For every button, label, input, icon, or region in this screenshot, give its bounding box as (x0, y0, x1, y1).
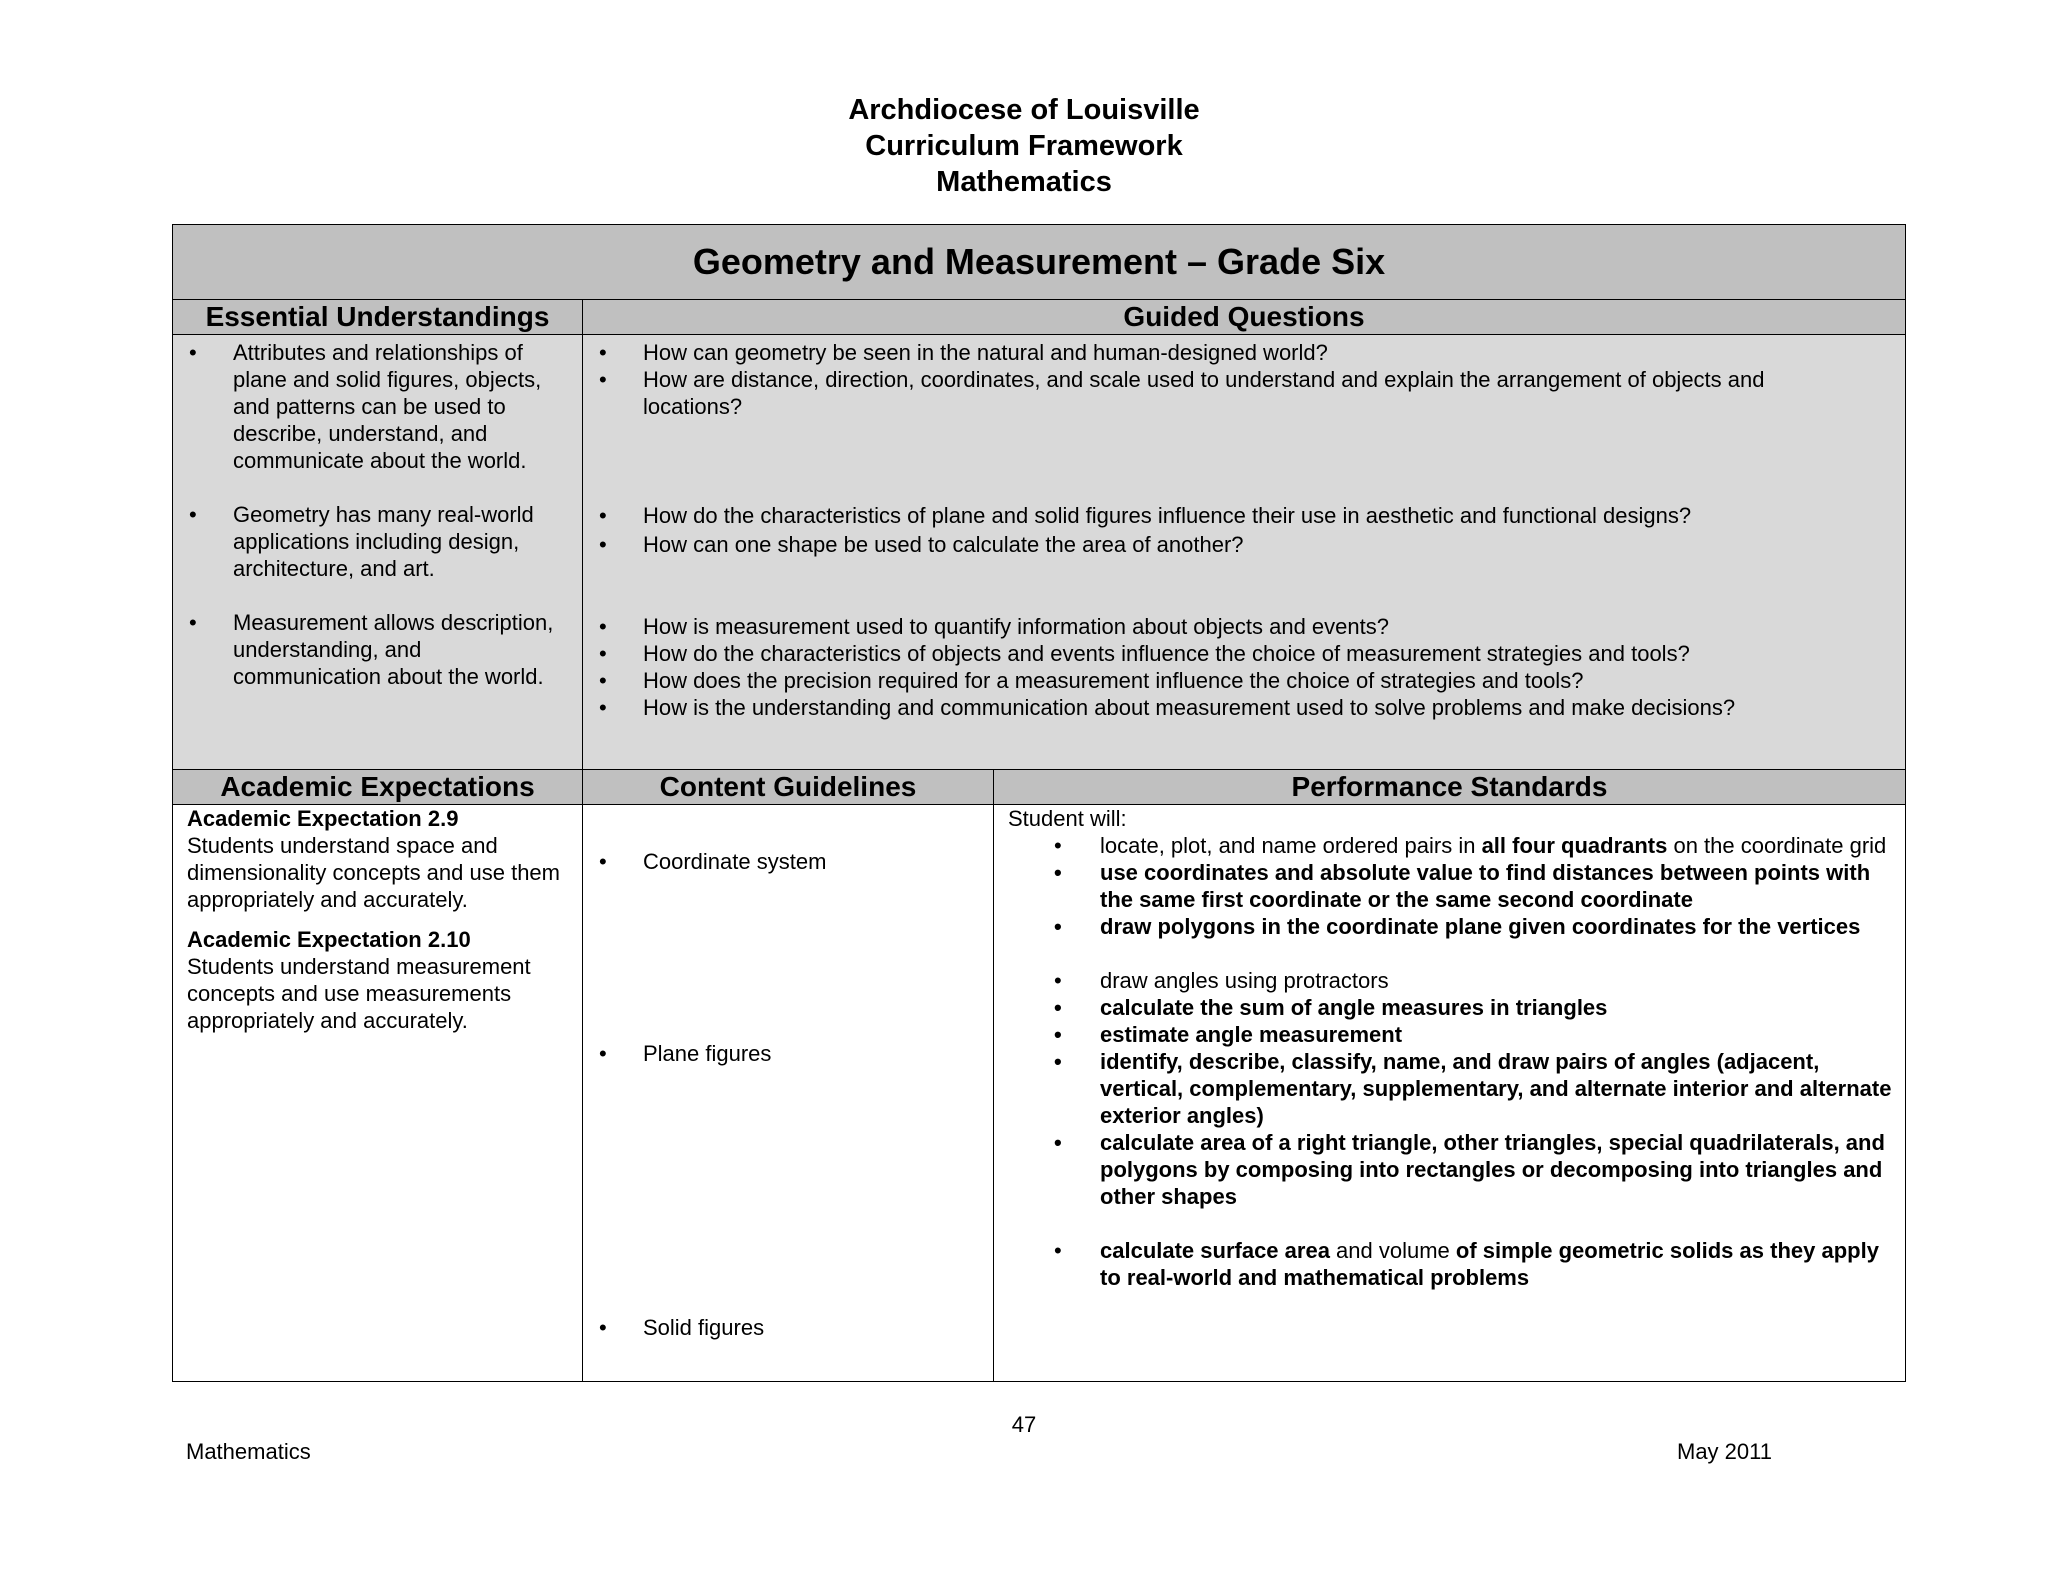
essential-understandings-cell (173, 335, 583, 769)
footer-left: Mathematics (186, 1439, 311, 1464)
list-item: • estimate angle measurement (994, 1021, 1893, 1048)
ae-cg-ps-header-row (173, 770, 1905, 805)
list-item: • identify, describe, classify, name, and draw pairs of angles (adjacent, vertical, complementary, supplementary, and alternate interior and alternate exterior angles) (994, 1048, 1893, 1129)
performance-standards-cell (994, 805, 1905, 1381)
ps-intro: Student will: (1008, 806, 1127, 831)
list-item: • calculate the sum of angle measures in triangles (994, 994, 1893, 1021)
document-header (0, 92, 2048, 200)
ae-title: Academic Expectation 2.10 (187, 927, 471, 952)
list-item: • How do the characteristics of plane and solid figures influence their use in aesthetic and functional designs? (583, 502, 1905, 529)
list-item: • calculate area of a right triangle, other triangles, special quadrilaterals, and polygons by composing into rectangles or decomposing into triangles and other shapes (994, 1129, 1893, 1210)
list-item: • use coordinates and absolute value to find distances between points with the same first coordinate or the same second coordinate (994, 859, 1893, 913)
list-item: • Coordinate system (583, 848, 826, 875)
content-guidelines-cell (583, 805, 994, 1381)
footer-right: May 2011 (1677, 1439, 1772, 1464)
list-item: • How can one shape be used to calculate the area of another? (583, 531, 1905, 558)
eu-gq-body-row (173, 335, 1905, 770)
list-item: • How are distance, direction, coordinates, and scale used to understand and explain the arrangement of objects and locations? (583, 366, 1845, 420)
list-item: • How does the precision required for a measurement influence the choice of strategies and tools? (583, 667, 1905, 694)
list-item: • Attributes and relationships of plane and solid figures, objects, and patterns can be used to describe, understand, and communicate about the world. (173, 339, 582, 474)
ae-text: Students understand measurement concepts and use measurements appropriately and accurately. (187, 954, 531, 1033)
list-item: • Geometry has many real-world applications including design, architecture, and art. (173, 501, 582, 582)
guided-questions-header: Guided Questions (583, 300, 1905, 334)
list-item: • Solid figures (583, 1314, 764, 1341)
header-framework: Curriculum Framework (865, 130, 1183, 162)
ae-text: Students understand space and dimensionality concepts and use them appropriately and accurately. (187, 833, 560, 912)
page-number: 47 (1011, 1412, 1037, 1437)
academic-expectations-header: Academic Expectations (173, 770, 583, 804)
ae-cg-ps-body-row (173, 805, 1905, 1381)
content-guidelines-header: Content Guidelines (583, 770, 994, 804)
academic-expectations-cell (173, 805, 583, 1381)
header-org: Archdiocese of Louisville (848, 94, 1200, 126)
list-item: • How is measurement used to quantify information about objects and events? (583, 613, 1905, 640)
list-item: • How can geometry be seen in the natural and human-designed world? (583, 339, 1845, 366)
list-item: • How do the characteristics of objects and events influence the choice of measurement strategies and tools? (583, 640, 1905, 667)
list-item: • How is the understanding and communication about measurement used to solve problems and make decisions? (583, 694, 1905, 721)
ae-title: Academic Expectation 2.9 (187, 806, 459, 831)
header-subject: Mathematics (936, 166, 1112, 198)
curriculum-table (172, 224, 1906, 1382)
guided-questions-cell (583, 335, 1905, 769)
performance-standards-header: Performance Standards (994, 770, 1905, 804)
essential-understandings-header: Essential Understandings (173, 300, 583, 334)
list-item: • locate, plot, and name ordered pairs in all four quadrants on the coordinate grid (994, 832, 1893, 859)
list-item: • calculate surface area and volume of simple geometric solids as they apply to real-world and mathematical problems (994, 1237, 1893, 1291)
list-item: • Plane figures (583, 1040, 771, 1067)
eu-gq-header-row (173, 300, 1905, 335)
table-title: Geometry and Measurement – Grade Six (173, 225, 1905, 300)
list-item: • Measurement allows description, understanding, and communication about the world. (173, 609, 582, 690)
list-item: • draw polygons in the coordinate plane given coordinates for the vertices (994, 913, 1893, 940)
list-item: • draw angles using protractors (994, 967, 1893, 994)
